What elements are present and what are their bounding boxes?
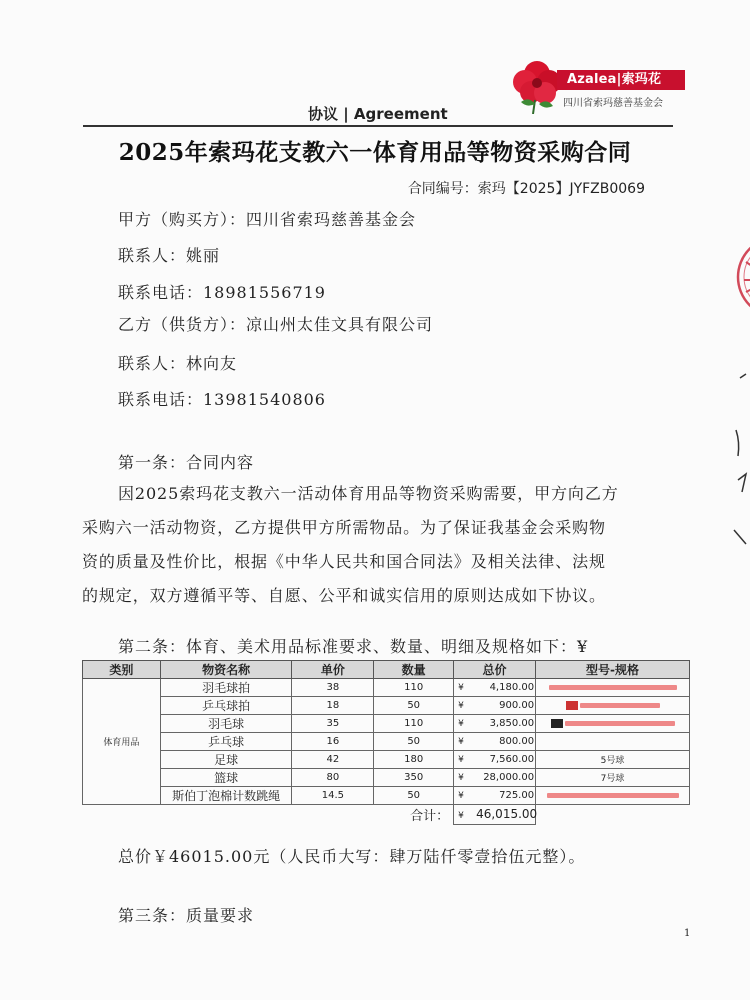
currency-symbol: ¥ xyxy=(458,755,464,765)
item-qty: 180 xyxy=(374,751,454,769)
item-name: 篮球 xyxy=(160,769,292,787)
empty-cell xyxy=(536,805,690,825)
item-model xyxy=(536,715,690,733)
column-header: 类别 xyxy=(83,661,161,679)
product-image-text xyxy=(580,703,660,708)
item-price: 35 xyxy=(292,715,374,733)
item-qty: 350 xyxy=(374,769,454,787)
product-image-text xyxy=(565,721,675,726)
article-1-body xyxy=(82,477,682,613)
product-thumbnail-image xyxy=(551,719,563,728)
currency-symbol: ¥ xyxy=(458,773,464,783)
item-model xyxy=(536,733,690,751)
item-price: 14.5 xyxy=(292,787,374,805)
item-name: 羽毛球拍 xyxy=(160,679,292,697)
table-header-row xyxy=(83,661,690,679)
party-a: 甲方（购买方）：四川省索玛慈善基金会 xyxy=(118,210,417,229)
total-price-statement: 总价￥46015.00元（人民币大写：肆万陆仟零壹拾伍元整）。 xyxy=(118,847,586,866)
column-header: 单价 xyxy=(292,661,374,679)
table-row xyxy=(83,733,690,751)
party-b: 乙方（供货方）：凉山州太佳文具有限公司 xyxy=(118,315,434,334)
article-1-line: 的规定，双方遵循平等、自愿、公平和诚实信用的原则达成如下协议。 xyxy=(82,586,606,605)
foundation-logo xyxy=(505,52,685,114)
item-model: 7号球 xyxy=(536,769,690,787)
article-3-heading: 第三条：质量要求 xyxy=(118,906,255,925)
item-price: 16 xyxy=(292,733,374,751)
item-model xyxy=(536,679,690,697)
table-row xyxy=(83,715,690,733)
table-row xyxy=(83,769,690,787)
item-model: 5号球 xyxy=(536,751,690,769)
column-header: 物资名称 xyxy=(160,661,292,679)
item-price: 18 xyxy=(292,697,374,715)
party-b-phone: 联系电话：13981540806 xyxy=(118,390,326,409)
table-total xyxy=(454,805,536,825)
item-price: 42 xyxy=(292,751,374,769)
item-qty: 110 xyxy=(374,679,454,697)
total-label: 合计： xyxy=(410,809,450,824)
contract-title: 2025年索玛花支教六一体育用品等物资采购合同 xyxy=(118,139,632,166)
page-number: 1 xyxy=(684,928,691,939)
item-name: 足球 xyxy=(160,751,292,769)
item-qty: 50 xyxy=(374,787,454,805)
item-total-amount: 800.00 xyxy=(499,736,535,747)
item-total xyxy=(454,679,536,697)
header-divider xyxy=(83,125,673,127)
item-total xyxy=(454,751,536,769)
item-model xyxy=(536,697,690,715)
red-seal-stamp-fragment xyxy=(720,232,750,322)
column-header: 型号-规格 xyxy=(536,661,690,679)
item-total xyxy=(454,697,536,715)
item-qty: 50 xyxy=(374,697,454,715)
currency-symbol: ¥ xyxy=(458,791,464,801)
column-header: 总价 xyxy=(454,661,536,679)
article-1-line: 资的质量及性价比，根据《中华人民共和国合同法》及相关法律、法规 xyxy=(82,552,606,571)
table-row xyxy=(83,751,690,769)
article-1-line: 采购六一活动物资，乙方提供甲方所需物品。为了保证我基金会采购物 xyxy=(82,518,606,537)
item-total-amount: 7,560.00 xyxy=(489,754,535,765)
logo-subtitle: 四川省索玛慈善基金会 xyxy=(563,98,663,109)
party-a-phone: 联系电话：18981556719 xyxy=(118,283,326,302)
article-1-heading: 第一条：合同内容 xyxy=(118,453,255,472)
item-total-amount: 3,850.00 xyxy=(489,718,535,729)
logo-brand: Azalea|索玛花 xyxy=(557,70,685,90)
supplies-table xyxy=(82,660,690,825)
table-row xyxy=(83,679,690,697)
category-cell: 体育用品 xyxy=(83,679,161,805)
currency-symbol: ¥ xyxy=(458,701,464,711)
currency-symbol: ¥ xyxy=(458,811,464,822)
table-row xyxy=(83,787,690,805)
item-name: 羽毛球 xyxy=(160,715,292,733)
item-qty: 110 xyxy=(374,715,454,733)
item-total xyxy=(454,715,536,733)
article-2-heading: 第二条：体育、美术用品标准要求、数量、明细及规格如下：¥ xyxy=(118,637,589,656)
item-price: 38 xyxy=(292,679,374,697)
table-total-amount: 46,015.00 xyxy=(476,807,538,822)
contract-number: 合同编号：索玛【2025】JYFZB0069 xyxy=(407,181,645,197)
agreement-tag: 协议 | Agreement xyxy=(308,105,448,123)
item-model xyxy=(536,787,690,805)
item-total-amount: 725.00 xyxy=(499,790,535,801)
item-total-amount: 900.00 xyxy=(499,700,535,711)
currency-symbol: ¥ xyxy=(458,737,464,747)
currency-symbol: ¥ xyxy=(458,719,464,729)
item-name: 斯伯丁泡棉计数跳绳 xyxy=(160,787,292,805)
item-total xyxy=(454,787,536,805)
product-image-text xyxy=(547,793,679,798)
party-b-contact: 联系人：林向友 xyxy=(118,354,238,373)
item-total-amount: 4,180.00 xyxy=(489,682,535,693)
item-qty: 50 xyxy=(374,733,454,751)
pen-marks-fragment xyxy=(714,370,750,570)
item-name: 乒乓球 xyxy=(160,733,292,751)
product-thumbnail-image xyxy=(566,701,578,710)
column-header: 数量 xyxy=(374,661,454,679)
product-thumbnail-image xyxy=(549,685,677,690)
article-1-line: 因2025索玛花支教六一活动体育用品等物资采购需要，甲方向乙方 xyxy=(118,484,619,503)
item-name: 乒乓球拍 xyxy=(160,697,292,715)
currency-symbol: ¥ xyxy=(458,683,464,693)
item-total xyxy=(454,769,536,787)
item-total-amount: 28,000.00 xyxy=(483,772,535,783)
item-total xyxy=(454,733,536,751)
table-total-row xyxy=(83,805,690,825)
party-a-contact: 联系人：姚丽 xyxy=(118,246,221,265)
table-row xyxy=(83,697,690,715)
item-price: 80 xyxy=(292,769,374,787)
